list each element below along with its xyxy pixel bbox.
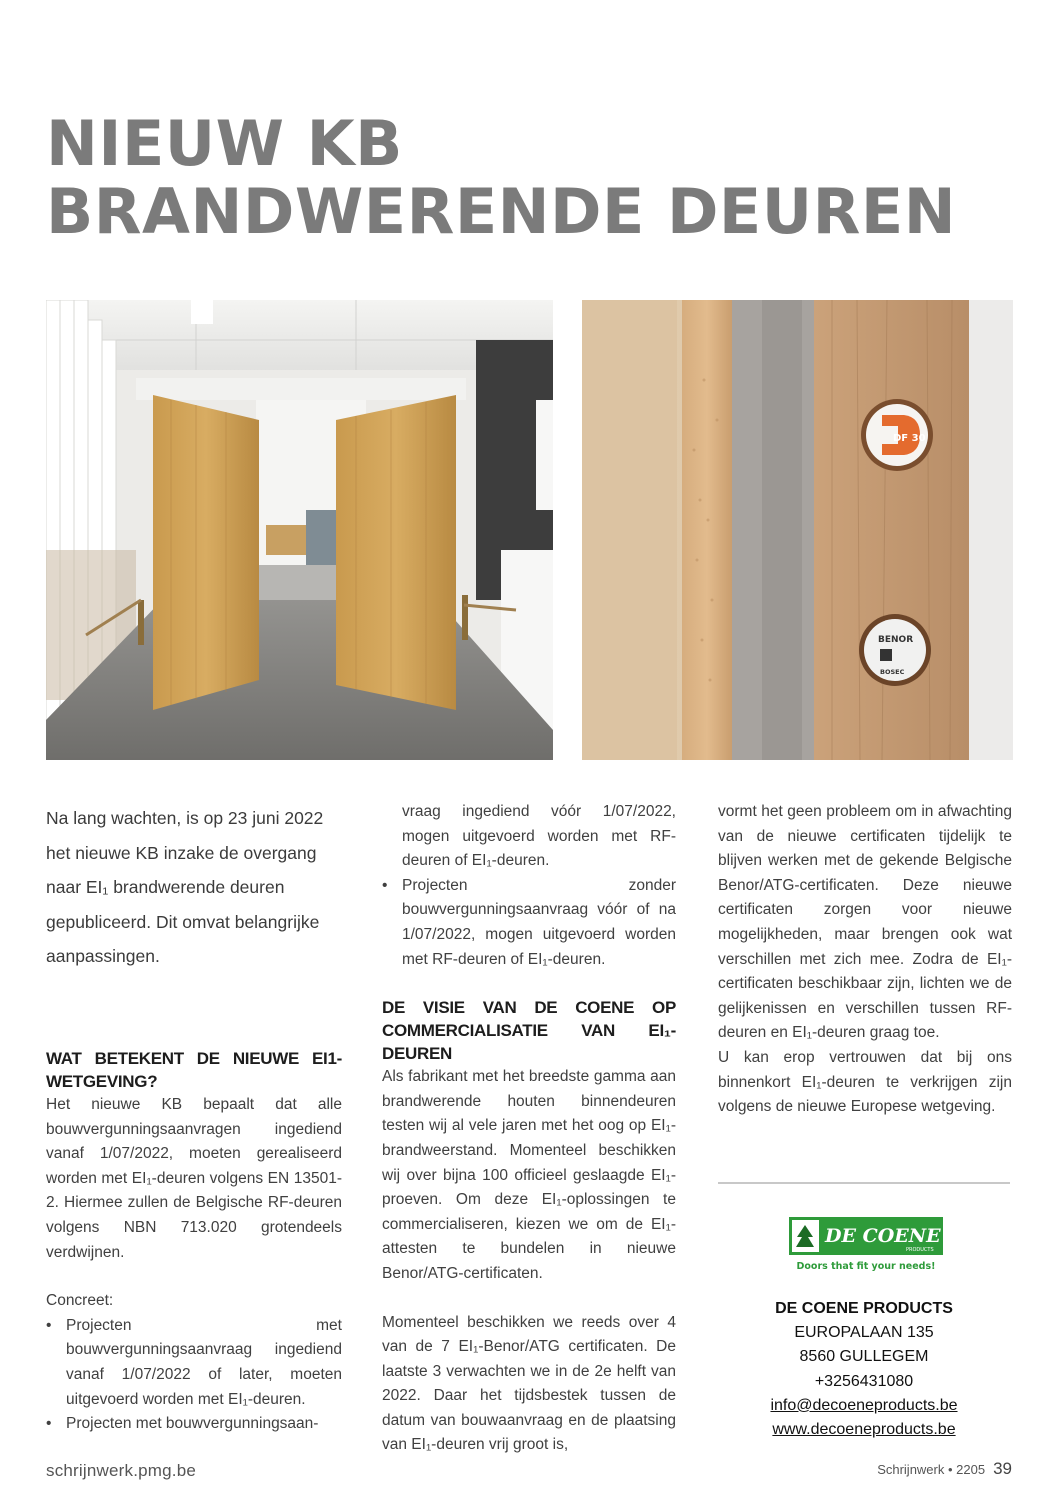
contact-company: DE COENE PRODUCTS [775, 1300, 953, 1317]
title-line-1: NIEUW KB [46, 107, 403, 180]
page-title [46, 107, 957, 248]
list-item: • Projecten met bouwvergunningsaanvraag ingediend vanaf 1/07/2022 of later, moeten uitgevoerd worden met EI₁-deuren. [46, 1314, 342, 1412]
page-number: 39 [993, 1459, 1012, 1478]
footer-site: schrijnwerk.pmg.be [46, 1461, 197, 1480]
contact-street: EUROPALAAN 135 [794, 1324, 934, 1342]
list-item: • Projecten zonder bouwvergunningsaanvraag vóór of na 1/07/2022, mogen uitgevoerd worden met RF-deuren of EI₁-deuren. [382, 874, 676, 972]
logo-name: DE COENE [825, 1225, 941, 1247]
concreet-label: Concreet: [46, 1292, 114, 1310]
bullet-list-continued [382, 800, 676, 874]
list-item: • Projecten met bouwvergunningsaan- [46, 1412, 342, 1437]
bullet-list [46, 1314, 342, 1437]
column-1-body [46, 1047, 342, 1437]
logo-tagline: Doors that fit your needs! [796, 1261, 936, 1272]
footer-issue [877, 1459, 1012, 1479]
bullet-list [382, 874, 676, 972]
de-coene-logo [789, 1217, 943, 1274]
plug-benor-label: BENOR [878, 635, 914, 645]
plug-bosec-label: BOSEC [880, 668, 905, 676]
title-line-2: BRANDWERENDE DEUREN [46, 175, 957, 248]
column-2 [382, 800, 676, 1458]
section-heading-visie: DE VISIE VAN DE COENE OP COMMERCIALISATIE VAN EI₁-DEUREN [382, 998, 676, 1064]
lead-paragraph: Na lang wachten, is op 23 juni 2022 het nieuwe KB inzake de overgang naar EI₁ brandwerende deuren gepubliceerd. Dit omvat belangrijke aanpassingen. [46, 808, 324, 967]
paragraph-vertrouwen: U kan erop vertrouwen dat bij ons binnenkort EI₁-deuren te verkrijgen zijn volgens de nieuwe Europese wetgeving. [718, 1048, 1012, 1116]
door-edge-photo [582, 300, 1013, 760]
divider [718, 1182, 1010, 1184]
section-heading-ei1-wetgeving: WAT BETEKENT DE NIEUWE EI1-WETGEVING? [46, 1049, 342, 1091]
column-3 [718, 800, 1012, 1120]
plug-df30-label: DF 30 [893, 433, 926, 444]
paragraph-certificaten: vormt het geen probleem om in afwachting van de nieuwe certificaten tijdelijk te blijven werken met de gekende Belgische Benor/ATG-certificaten. Deze nieuwe certificaten zorgen voor nieuwe mogelijkheden, maar brengen ook wat verschillen met zich mee. Zodra de EI₁-certificaten beschikbaar zijn, lichten we de gelijkenissen en verschillen tussen RF-deuren en EI₁-deuren graag toe. [718, 803, 1012, 1042]
list-item: vraag ingediend vóór 1/07/2022, mogen uitgevoerd worden met RF-deuren of EI₁-deuren. [402, 803, 676, 870]
paragraph-visie: Als fabrikant met het breedste gamma aan brandwerende houten binnendeuren testen wij al vele jaren met het oog op EI₁-brandweerstand. Momenteel beschikken wij over bijna 100 officieel geslaagde EI₁-proeven. Om deze EI₁-oplossingen te commercialiseren, kiezen we om de EI₁-attesten te bundelen in nieuwe Benor/ATG-certificaten. [382, 1068, 676, 1282]
contact-phone: +3256431080 [814, 1372, 914, 1390]
contact-email-link[interactable]: info@decoeneproducts.be [770, 1396, 958, 1414]
contact-block [718, 1297, 1010, 1442]
contact-city: 8560 GULLEGEM [799, 1348, 929, 1366]
contact-web-link[interactable]: www.decoeneproducts.be [772, 1421, 956, 1439]
logo-sub: PRODUCTS [906, 1247, 934, 1253]
paragraph-kb: Het nieuwe KB bepaalt dat alle bouwvergunningsaanvragen ingediend vanaf 1/07/2022, moeten gerealiseerd worden met EI₁-deuren volgens EN 13501-2. Hiermee zullen de Belgische RF-deuren volgens NBN 713.020 grotendeels verdwijnen. [46, 1096, 342, 1261]
corridor-photo [46, 300, 553, 760]
column-1 [46, 801, 342, 974]
footer-issue-label: Schrijnwerk • 2205 [877, 1462, 986, 1477]
paragraph-momenteel: Momenteel beschikken we reeds over 4 van de 7 EI₁-Benor/ATG certificaten. De laatste 3 verwachten we in de 2e helft van 2022. Daar het tijdsbestek tussen de datum van bouwaanvraag en de plaatsing van EI₁-deuren vrij groot is, [382, 1313, 676, 1454]
